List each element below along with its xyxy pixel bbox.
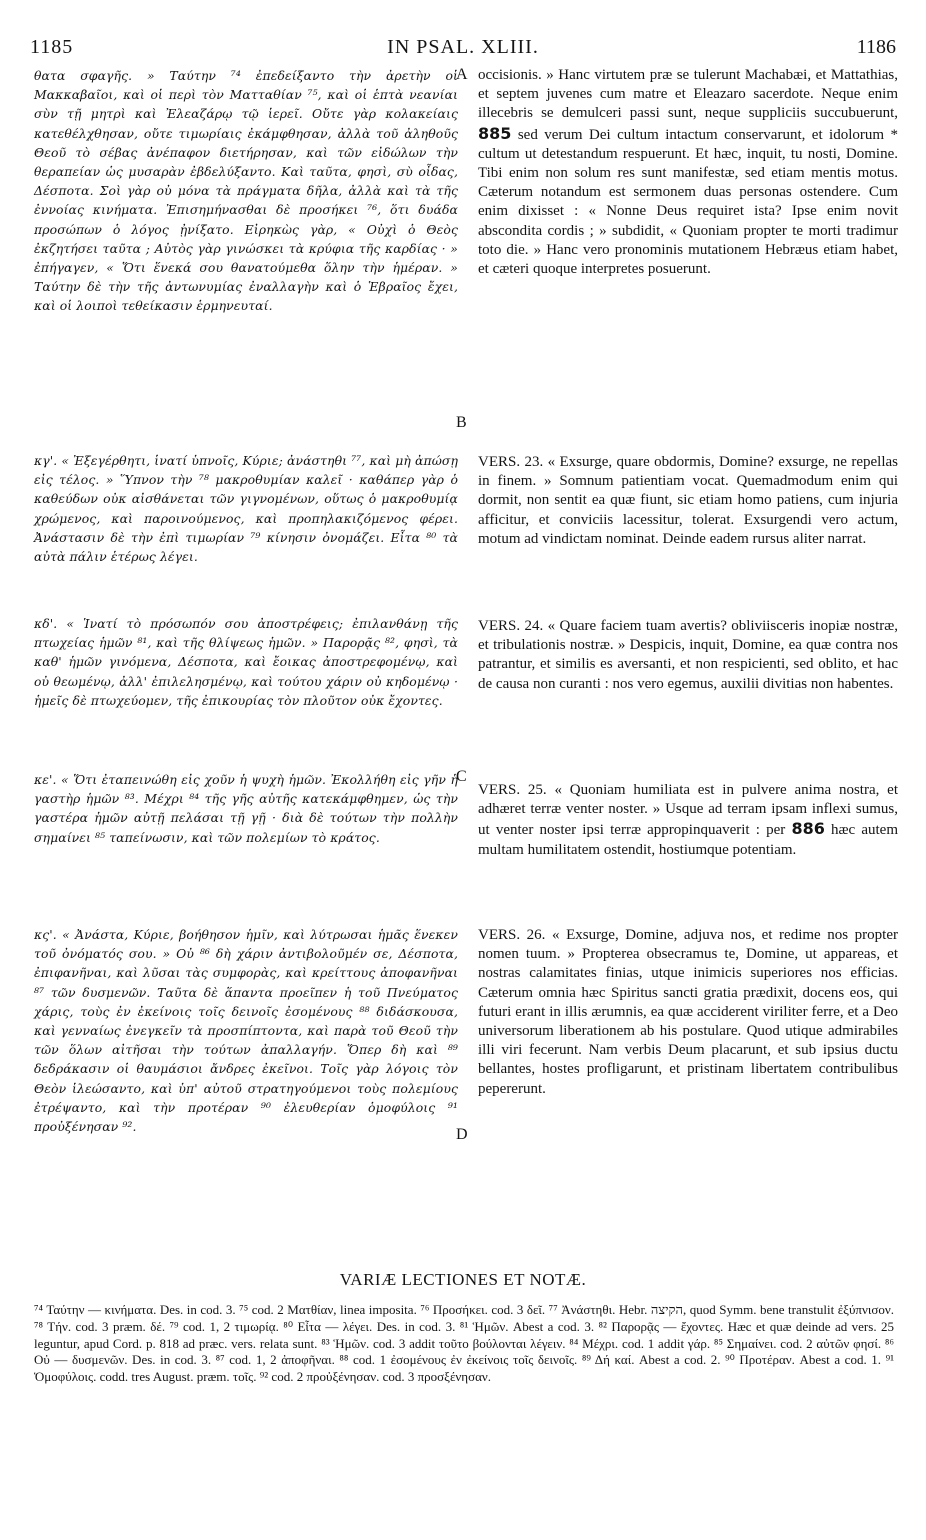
latin-text: VERS. 25. « Quoniam humiliata est in pulvere anima nostra, et adhæret terræ venter noster. » Usque ad terram ipsam inflexi sumus, ut venter noster ipsi terræ appropinquaverit : per bbox=[478, 782, 898, 839]
running-title: IN PSAL. XLIII. bbox=[387, 36, 539, 58]
section-marker-c: C bbox=[456, 768, 467, 785]
section-marker-b: B bbox=[456, 414, 467, 431]
notes-text: ⁷⁴ Ταύτην — κινήματα. Des. in cod. 3. ⁷⁵ cod. 2 Ματθίαν, linea imposita. ⁷⁶ Προσήκει. cod. 3 δεῖ. ⁷⁷ Ἀνάστηθι. Hebr. הקיצה, quod Symm. bene transtulit ἐξύπνισον. ⁷⁸ Τήν. cod. 3 præm. δέ. ⁷⁹ cod. 1, 2 τιμωρίᾳ. ⁸⁰ Εἶτα — λέγει. Des. in cod. 3. ⁸¹ Ἡμῶν. Abest a cod. 3. ⁸² Παρορᾷς — ἔχοντες. Hæc et quæ deinde ad vers. 25 leguntur, apud Cord. p. 818 ad præc. vers. relata sunt. ⁸³ Ἡμῶν. cod. 3 addit τοῦτο βούλονται λέγειν. ⁸⁴ Μέχρι. cod. 1 addit γάρ. ⁸⁵ Σημαίνει. cod. 2 αὐτῶν φησί. ⁸⁶ Οὐ — δυσμενῶν. Des. in cod. 3. ⁸⁷ cod. 1, 2 ἀποφῆναι. ⁸⁸ cod. 1 ἐσομένους ἐν ἐκείνοις τοῖς δεινοῖς. ⁸⁹ Δή καί. Abest a cod. 2. ⁹⁰ Προτέραν. Abest a cod. 1. ⁹¹ Ὁμοφύλοις. codd. tres August. præm. τοῖς. ⁹² cod. 2 προὐξένησαν. cod. 3 προσξένησαν. bbox=[34, 1302, 894, 1385]
section-marker-d: D bbox=[456, 1126, 468, 1143]
latin-block-3 bbox=[478, 617, 898, 694]
greek-block-4 bbox=[34, 770, 458, 847]
latin-block-4 bbox=[478, 781, 898, 860]
latin-paragraph: VERS. 24. « Quare faciem tuam avertis? obliviisceris inopiæ nostræ, et tribulationis nostræ. » Despicis, inquit, Domine, ea quæ contra nos patrantur, et similis es aversanti, et non respicienti, sed oblito, et hac de causa non curanti : nos vero egemus, auxilii divitias non habentes. bbox=[478, 618, 898, 692]
greek-paragraph: κε'. « Ὅτι ἐταπεινώθη εἰς χοῦν ἡ ψυχὴ ἡμῶν. Ἐκολλήθη εἰς γῆν ἡ γαστὴρ ἡμῶν ⁸³. Μέχρι ⁸⁴ τῆς γῆς αὐτῆς κατεκάμφθημεν, ὡς τὴν γαστέρα ἡμῶν αὐτῇ πελάσαι τῇ γῇ · διὰ δὲ τούτων τὴν πολλὴν σημαίνει ⁸⁵ ταπείνωσιν, καὶ τῶν πολεμίων τὸ κράτος. bbox=[34, 772, 458, 845]
latin-paragraph: VERS. 26. « Exsurge, Domine, adjuva nos, et redime nos propter nomen tuum. » Propterea obsecramus te, Domine, ut appareas, et nostras calamitates finias, utque inimicis superiores nos efficias. Cæterum omnia hæc Spiritus sancti gratia prædixit, docens eos, qui futuri erant in illis ærumnis, ea quæ acciderent viriliter ferre, et a Deo universorum liberationem ab his postulare. Quod utique admirabiles illi viri fecerunt. Nam verbis Deum placarunt, et sub ipsius ductu bellantes, hostes profligarunt, et pristinam libertatem contribulibus pepererunt. bbox=[478, 927, 898, 1097]
section-marker-a: A bbox=[456, 66, 468, 83]
greek-block-2 bbox=[34, 451, 458, 566]
latin-paragraph bbox=[478, 66, 898, 279]
greek-block-1 bbox=[34, 66, 458, 316]
column-number-885: 885 bbox=[478, 123, 512, 143]
latin-paragraph: VERS. 23. « Exsurge, quare obdormis, Domine? exsurge, ne repellas in finem. » Somnum patientiam vocat. Quemadmodum enim qui dormit, non sentit ea quæ fiunt, sic etiam homo patiens, cum injuria afficitur, et conviciis lacessitur, tolerat. Exsurgendi vero actum, motum ad vindictam nominat. Deinde eadem rursus aliter narrat. bbox=[478, 454, 898, 547]
notes-heading: VARIÆ LECTIONES ET NOTÆ. bbox=[339, 1270, 587, 1289]
page-header bbox=[30, 36, 896, 62]
right-page-number: 1186 bbox=[856, 36, 896, 58]
latin-text: sed verum Dei cultum intactum conservarunt, et idolorum * cultum ut detestandum respuerunt. Et hæc, inquit, tu nosti, Domine. Tibi enim non solum res sunt manifestæ, sed etiam mentis motus. Cæterum notandum est sermonem duas personas ostendere. Cum enim dixisset : « Nonne Deus requiret ista? Ipse enim novit abscondita cordis ; » subdidit, « Quoniam propter te morti tradimur toto die. » Hanc vero pronominis mutationem Hebræus etiam habet, et cæteri quoque interpretes posuerunt. bbox=[478, 126, 898, 278]
latin-text: occisionis. » Hanc virtutem præ se tulerunt Machabæi, et Mattathias, et septem juvenes cum matre et Eleazaro sacerdote. Neque enim illecebris se demulceri passi sunt, neque suppliciis succubuerunt, bbox=[478, 67, 898, 122]
latin-block-1 bbox=[478, 66, 898, 279]
variant-readings-notes bbox=[34, 1302, 894, 1386]
greek-block-5 bbox=[34, 925, 458, 1136]
left-page-number: 1185 bbox=[30, 36, 74, 58]
greek-paragraph: κς'. « Ἀνάστα, Κύριε, βοήθησον ἡμῖν, καὶ λύτρωσαι ἡμᾶς ἕνεκεν τοῦ ὀνόματός σου. » Οὐ ⁸⁶ δὴ χάριν ἀντιβολοῦμέν σε, Δέσποτα, ἐπιφανῆναι, καὶ λῦσαι τὰς συμφορὰς, καὶ κρείττους ἀποφανῆναι ⁸⁷ τῶν δυσμενῶν. Ταῦτα δὲ ἅπαντα προεῖπεν ἡ τοῦ Πνεύματος χάρις, τοὺς ἐν ἐκείνοις τοῖς δεινοῖς ἐσομένους ⁸⁸ διδάσκουσα, καὶ γενναίως ἐνεγκεῖν τὰ προσπίπτοντα, καὶ παρὰ τοῦ Θεοῦ τὴν τῶν ὅλων αἰτῆσαι τὴν τούτων ἀπαλλαγήν. Ὅπερ δὴ καὶ ⁸⁹ δεδράκασιν οἱ θαυμάσιοι ἄνδρες ἐκεῖνοι. Τοῖς γὰρ λόγοις τὸν Θεὸν ἱλεώσαντο, καὶ ὑπ' αὐτοῦ στρατηγούμενοι τοὺς πολεμίους ἐτρέψαντο, καὶ τὴν προτέραν ⁹⁰ ἐλευθερίαν ὁμοφύλοις ⁹¹ προὐξένησαν ⁹². bbox=[34, 927, 458, 1135]
greek-block-3 bbox=[34, 614, 458, 710]
latin-block-2 bbox=[478, 453, 898, 549]
greek-paragraph: κγ'. « Ἐξεγέρθητι, ἱνατί ὑπνοῖς, Κύριε; ἀνάστηθι ⁷⁷, καὶ μὴ ἀπώσῃ εἰς τέλος. » Ὕπνον τὴν ⁷⁸ μακροθυμίαν καλεῖ · καθάπερ γὰρ ὁ καθεύδων οὐκ αἰσθάνεται τῶν γιγνομένων, οὕτως ὁ μακροθυμίᾳ χρώμενος, καὶ παροινούμενος, καὶ προπηλακιζόμενος φέρει. Ἀνάστασιν δὲ τὴν ἐπὶ τιμωρίαν ⁷⁹ κίνησιν ὀνομάζει. Εἶτα ⁸⁰ τὰ αὐτὰ πάλιν ἑτέρως λέγει. bbox=[34, 453, 458, 565]
greek-paragraph: κδ'. « Ἱνατί τὸ πρόσωπόν σου ἀποστρέφεις; ἐπιλανθάνῃ τῆς πτωχείας ἡμῶν ⁸¹, καὶ τῆς θλίψεως ἡμῶν. » Παρορᾷς ⁸², φησὶ, τὰ καθ' ἡμῶν γινόμενα, Δέσποτα, καὶ ἔοικας ἀποστρεφομένῳ, καὶ οὐ θεωμένῳ, ἀλλ' ἐπιλελησμένῳ, καὶ τούτου χάριν οὐ κηδομένῳ · ἡμεῖς δὲ πτωχεύομεν, τῆς ἐπικουρίας τὸν πλοῦτον οὐκ ἔχοντες. bbox=[34, 616, 458, 708]
latin-text: hæc autem multam humilitatem ostendit, hostiumque potentiam. bbox=[478, 822, 898, 858]
column-number-886: 886 bbox=[791, 819, 825, 839]
latin-paragraph bbox=[478, 781, 898, 860]
latin-block-5 bbox=[478, 926, 898, 1099]
greek-paragraph: θατα σφαγῆς. » Ταύτην ⁷⁴ ἐπεδείξαντο τὴν ἀρετὴν οἱ Μακκαβαῖοι, καὶ οἱ περὶ τὸν Ματταθίαν ⁷⁵, καὶ οἱ ἑπτὰ νεανίαι σὺν τῇ μητρὶ καὶ Ἐλεαζάρῳ τῷ ἱερεῖ. Οὔτε γὰρ κολακείαις κατεθέλχθησαν, οὔτε τιμωρίαις ἐκάμφθησαν, ἀλλὰ τοῦ ἀληθοῦς Θεοῦ τὸ σέβας ἀνέπαφον διετήρησαν, καὶ τῶν εἰδώλων τὴν θεραπείαν ὡς μυσαρὰν ἐβδελύξαντο. Καὶ ταῦτα, φησὶ, σὺ οἶδας, Δέσποτα. Σοὶ γὰρ οὐ μόνα τὰ πράγματα δῆλα, ἀλλὰ καὶ τὰ τῆς ἐννοίας κινήματα. Ἐπισημήνασθαι δὲ προσήκει ⁷⁶, ὅτι δυάδα προσώπων ὁ λόγος ᾐνίξατο. Εἰρηκὼς γὰρ, « Οὐχὶ ὁ Θεὸς ἐκζητήσει ταῦτα ; Αὐτὸς γὰρ γινώσκει τὰ κρύφια τῆς καρδίας · » ἐπήγαγεν, « Ὅτι ἕνεκά σου θανατούμεθα ὅλην τὴν ἡμέραν. » Ταύτην δὲ τὴν τῆς ἀντωνυμίας ἐναλλαγὴν καὶ ὁ Ἑβραῖος ἔχει, καὶ οἱ λοιποὶ τεθείκασιν ἑρμηνευταί. bbox=[34, 68, 458, 314]
